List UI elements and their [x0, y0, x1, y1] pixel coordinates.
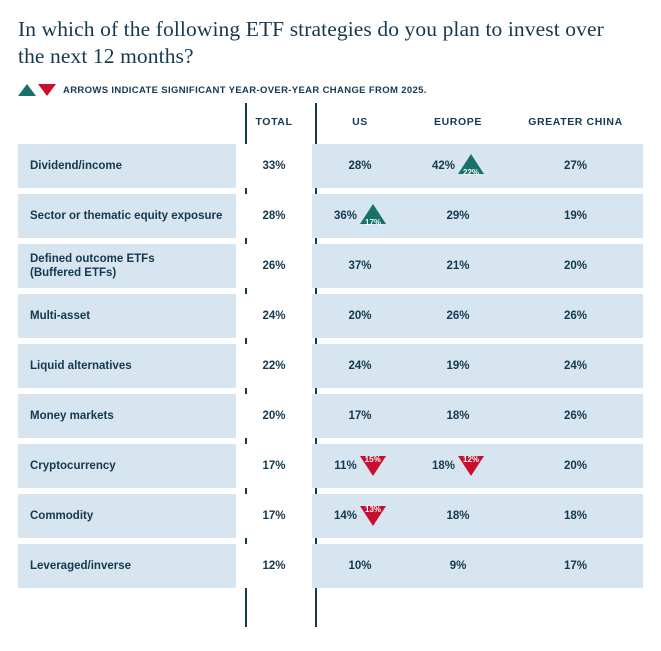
row-us-value [312, 144, 408, 188]
row-label: Sector or thematic equity exposure [18, 194, 236, 238]
row-europe-value: 18% [408, 394, 508, 438]
arrow-change-label: 13% [365, 505, 382, 514]
row-europe-value: 18% [408, 494, 508, 538]
row-total-value: 24% [236, 294, 312, 338]
column-header-label [18, 116, 236, 138]
row-europe-value [408, 444, 508, 488]
row-label-line2: (Buffered ETFs) [30, 267, 117, 279]
table-row [18, 544, 643, 588]
table-row [18, 444, 643, 488]
row-china-value: 26% [508, 294, 643, 338]
row-label: Dividend/income [18, 144, 236, 188]
table-row [18, 344, 643, 388]
row-label: Commodity [18, 494, 236, 538]
table-row [18, 294, 643, 338]
value-group [334, 204, 386, 228]
column-header-greater-china: GREATER CHINA [528, 116, 623, 128]
row-europe-value: 19% [408, 344, 508, 388]
value-text: 42% [431, 160, 456, 172]
row-china-value: 27% [508, 144, 643, 188]
row-us-value: 20% [312, 294, 408, 338]
row-us-value [312, 194, 408, 238]
row-total-value: 28% [236, 194, 312, 238]
arrow-up-icon [360, 204, 386, 228]
column-header-us: US [352, 116, 368, 128]
row-label: Multi-asset [18, 294, 236, 338]
row-china-value: 18% [508, 494, 643, 538]
row-us-value [312, 494, 408, 538]
value-text: 14% [333, 510, 358, 522]
row-total-value: 33% [236, 144, 312, 188]
row-total-value: 12% [236, 544, 312, 588]
row-china-value: 24% [508, 344, 643, 388]
row-us-value: 10% [312, 544, 408, 588]
column-header-europe: EUROPE [434, 116, 482, 128]
arrow-down-icon [458, 454, 484, 478]
value-group [348, 160, 371, 172]
row-china-value: 19% [508, 194, 643, 238]
row-total-value: 17% [236, 444, 312, 488]
arrow-up-icon [458, 154, 484, 178]
column-header-total: TOTAL [255, 116, 293, 128]
page-title: In which of the following ETF strategies do you plan to invest over the next 12 months? [18, 17, 604, 68]
row-europe-value: 29% [408, 194, 508, 238]
table-row [18, 394, 643, 438]
row-total-value: 20% [236, 394, 312, 438]
table-row [18, 194, 643, 238]
value-group [334, 454, 385, 478]
legend-label: ARROWS INDICATE SIGNIFICANT YEAR-OVER-YEAR CHANGE FROM 2025. [63, 84, 427, 96]
table-header-row [18, 116, 643, 138]
legend [18, 84, 643, 96]
row-total-value: 17% [236, 494, 312, 538]
row-label [18, 244, 236, 288]
arrow-change-label: 22% [463, 168, 480, 177]
row-china-value: 26% [508, 394, 643, 438]
row-china-value: 20% [508, 244, 643, 288]
row-europe-value [408, 144, 508, 188]
row-label: Leveraged/inverse [18, 544, 236, 588]
value-text: 28% [348, 160, 372, 172]
arrow-down-icon [360, 454, 386, 478]
value-text: 11% [334, 460, 357, 472]
row-label: Cryptocurrency [18, 444, 236, 488]
row-us-value: 17% [312, 394, 408, 438]
row-europe-value: 21% [408, 244, 508, 288]
row-europe-value: 26% [408, 294, 508, 338]
legend-arrow-icons [18, 84, 56, 96]
row-us-value [312, 444, 408, 488]
value-group [432, 454, 484, 478]
arrow-up-icon [18, 84, 36, 96]
row-china-value: 17% [508, 544, 643, 588]
row-total-value: 22% [236, 344, 312, 388]
table-row [18, 144, 643, 188]
table-row [18, 244, 643, 288]
arrow-change-label: 15% [364, 455, 381, 464]
value-group [432, 154, 484, 178]
etf-strategies-table [18, 110, 643, 594]
table-row [18, 494, 643, 538]
row-label: Money markets [18, 394, 236, 438]
value-text: 36% [333, 210, 358, 222]
arrow-down-icon [38, 84, 56, 96]
row-label: Liquid alternatives [18, 344, 236, 388]
row-china-value: 20% [508, 444, 643, 488]
arrow-change-label: 12% [463, 455, 480, 464]
arrow-down-icon [360, 504, 386, 528]
row-total-value: 26% [236, 244, 312, 288]
row-europe-value: 9% [408, 544, 508, 588]
row-label-line1: Defined outcome ETFs [30, 253, 155, 265]
arrow-change-label: 17% [365, 218, 382, 227]
value-text: 18% [431, 460, 456, 472]
row-us-value: 24% [312, 344, 408, 388]
value-group [334, 504, 386, 528]
row-us-value: 37% [312, 244, 408, 288]
